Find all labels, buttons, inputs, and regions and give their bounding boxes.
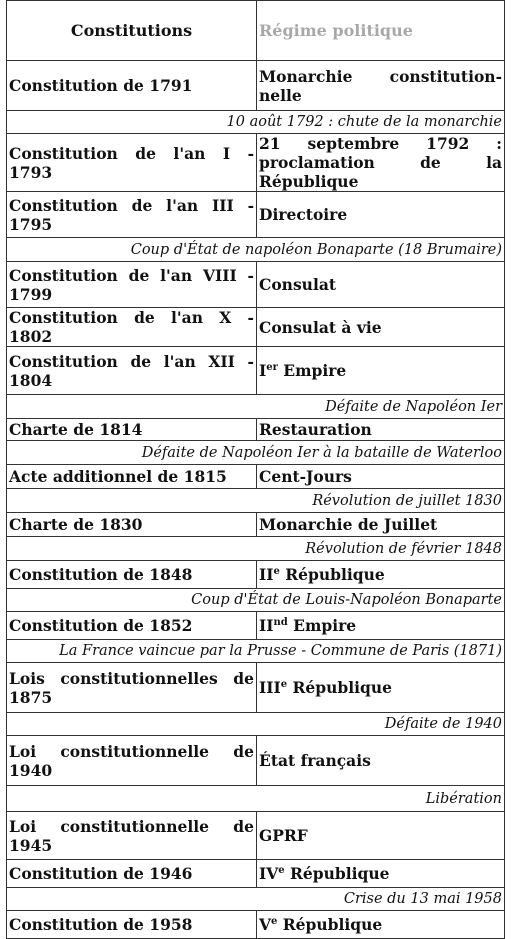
event-row (7, 888, 505, 911)
event-row (7, 537, 505, 561)
regime-cell (257, 663, 505, 713)
header-regime-politique: Régime politique (257, 1, 505, 61)
constitution-cell: Constitution de 1852 (7, 612, 257, 640)
header-constitutions: Constitutions (7, 1, 257, 61)
table-row (7, 61, 505, 111)
regime-cell: GPRF (257, 812, 505, 860)
constitutions-table (6, 0, 505, 939)
event-text: 10 août 1792 : chute de la monarchie (7, 111, 505, 134)
constitution-cell: Constitution de l'an X - 1802 (7, 308, 257, 347)
event-text: Révolution de juillet 1830 (7, 489, 505, 513)
regime-numeral: III (259, 678, 281, 697)
constitution-cell: Lois constitutionnelles de 1875 (7, 663, 257, 713)
regime-numeral: II (259, 616, 274, 635)
table-row (7, 192, 505, 238)
table-row (7, 347, 505, 395)
regime-ordinal-suffix: e (271, 916, 278, 927)
regime-label: Empire (277, 361, 347, 380)
event-text: Libération (7, 786, 505, 812)
regime-numeral: V (259, 915, 272, 934)
constitution-cell: Charte de 1814 (7, 419, 257, 441)
regime-numeral: I (259, 361, 267, 380)
header-row (7, 1, 505, 61)
table-row (7, 134, 505, 192)
constitution-cell: Constitution de l'an VIII - 1799 (7, 262, 257, 308)
event-row (7, 238, 505, 262)
regime-cell: Directoire (257, 192, 505, 238)
regime-numeral: II (259, 565, 274, 584)
regime-ordinal-suffix: nd (273, 617, 288, 628)
constitution-cell: Constitution de 1848 (7, 561, 257, 589)
event-row (7, 589, 505, 612)
event-text: Coup d'État de Louis-Napoléon Bonaparte (7, 589, 505, 612)
regime-label: Empire (287, 616, 357, 635)
event-text: Défaite de 1940 (7, 713, 505, 736)
regime-cell (257, 347, 505, 395)
table-row (7, 513, 505, 537)
constitution-cell: Constitution de l'an I - 1793 (7, 134, 257, 192)
regime-cell (257, 561, 505, 589)
regime-cell (257, 911, 505, 939)
constitution-cell: Acte additionnel de 1815 (7, 465, 257, 489)
regime-ordinal-suffix: e (278, 865, 285, 876)
event-row (7, 111, 505, 134)
regime-ordinal-suffix: e (280, 679, 288, 690)
table-row (7, 262, 505, 308)
table-row (7, 612, 505, 640)
regime-ordinal-suffix: er (266, 362, 278, 373)
regime-cell (257, 612, 505, 640)
event-text: La France vaincue par la Prusse - Commune de Paris (1871) (7, 640, 505, 663)
constitution-cell: Constitution de 1946 (7, 860, 257, 888)
event-row (7, 441, 505, 465)
table-row (7, 911, 505, 939)
regime-cell: Cent-Jours (257, 465, 505, 489)
event-text: Défaite de Napoléon Ier (7, 395, 505, 419)
event-text: Coup d'État de napoléon Bonaparte (18 Brumaire) (7, 238, 505, 262)
regime-cell: 21 septembre 1792 : proclamation de la République (257, 134, 505, 192)
constitution-cell: Constitution de 1958 (7, 911, 257, 939)
table-row (7, 860, 505, 888)
constitution-cell: Charte de 1830 (7, 513, 257, 537)
event-row (7, 713, 505, 736)
table-row (7, 663, 505, 713)
event-text: Défaite de Napoléon Ier à la bataille de Waterloo (7, 441, 505, 465)
regime-label: République (287, 678, 392, 697)
regime-label: République (279, 565, 385, 584)
regime-label: République (284, 864, 390, 883)
regime-cell (257, 860, 505, 888)
constitution-cell: Loi constitutionnelle de 1940 (7, 736, 257, 786)
constitution-cell: Constitution de l'an III - 1795 (7, 192, 257, 238)
table-row (7, 561, 505, 589)
regime-cell: Monarchie constitutionnelle (257, 61, 505, 111)
event-text: Révolution de février 1848 (7, 537, 505, 561)
event-text: Crise du 13 mai 1958 (7, 888, 505, 911)
event-row (7, 395, 505, 419)
regime-numeral: IV (259, 864, 279, 883)
table-body (7, 61, 505, 939)
table-row (7, 308, 505, 347)
constitution-cell: Constitution de 1791 (7, 61, 257, 111)
event-row (7, 786, 505, 812)
regime-cell: État français (257, 736, 505, 786)
constitution-cell: Constitution de l'an XII - 1804 (7, 347, 257, 395)
table-row (7, 736, 505, 786)
event-row (7, 640, 505, 663)
table-row (7, 419, 505, 441)
constitution-cell: Loi constitutionnelle de 1945 (7, 812, 257, 860)
regime-cell: Restauration (257, 419, 505, 441)
regime-cell: Monarchie de Juillet (257, 513, 505, 537)
table-row (7, 812, 505, 860)
regime-label: République (277, 915, 383, 934)
regime-cell: Consulat à vie (257, 308, 505, 347)
regime-ordinal-suffix: e (273, 566, 280, 577)
event-row (7, 489, 505, 513)
table-row (7, 465, 505, 489)
regime-cell: Consulat (257, 262, 505, 308)
